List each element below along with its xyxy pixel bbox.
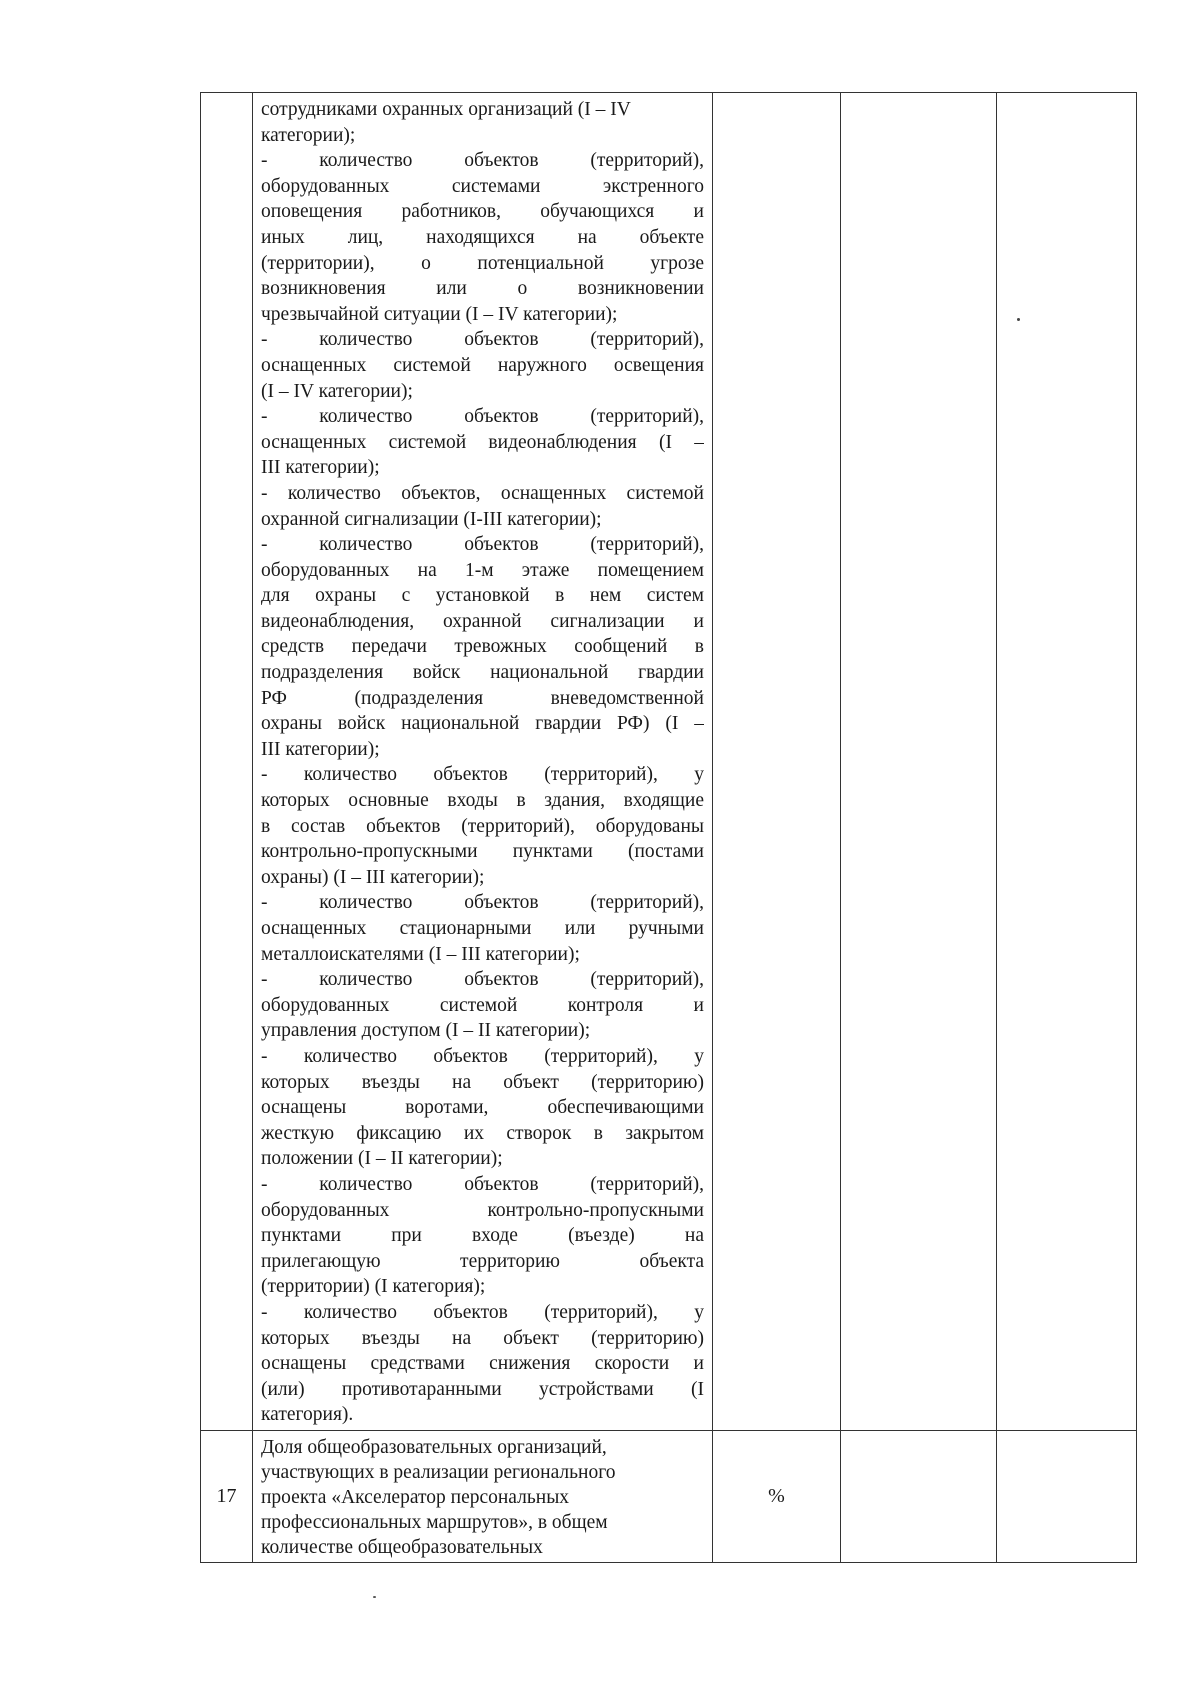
text-line: III категории); — [261, 738, 380, 760]
scan-speck — [1017, 318, 1020, 321]
text-line: пунктами при входе (въезде) на — [261, 1225, 704, 1247]
scan-speck — [373, 1596, 376, 1598]
text-line: металлоискателями (I – III категории); — [261, 943, 580, 965]
value-cell-1 — [841, 1430, 997, 1562]
text-line: Доля общеобразовательных организаций, — [261, 1436, 607, 1458]
text-line: для охраны с установкой в нем систем — [261, 585, 704, 607]
text-line: - количество объектов (территорий), — [261, 892, 704, 914]
text-line: охранной сигнализации (I-III категории); — [261, 508, 602, 530]
text-line: - количество объектов (территорий), — [261, 534, 704, 556]
text-line: чрезвычайной ситуации (I – IV категории); — [261, 303, 618, 325]
text-line: охраны войск национальной гвардии РФ) (I – — [261, 713, 704, 735]
table-row — [201, 93, 1137, 1431]
row-number-cell: 17 — [201, 1430, 253, 1562]
text-line: управления доступом (I – II категории); — [261, 1020, 591, 1042]
text-line: подразделения войск национальной гвардии — [261, 662, 704, 684]
text-line: категория). — [261, 1404, 354, 1426]
text-line: видеонаблюдения, охранной сигнализации и — [261, 610, 704, 632]
indicator-description-text — [253, 93, 712, 1430]
text-line: проекта «Акселератор персональных — [261, 1486, 570, 1508]
indicator-description-cell — [253, 1430, 713, 1562]
text-line: (территории), о потенциальной угрозе — [261, 252, 704, 274]
text-line: оснащены средствами снижения скорости и — [261, 1353, 704, 1375]
text-line: - количество объектов (территорий), — [261, 406, 704, 428]
text-line: оснащенных системой наружного освещения — [261, 354, 704, 376]
text-line: контрольно-пропускными пунктами (постами — [261, 841, 704, 863]
text-line: средств передачи тревожных сообщений в — [261, 636, 704, 658]
text-line: - количество объектов (территорий), — [261, 969, 704, 991]
text-line: категории); — [261, 124, 356, 146]
text-line: оснащенных стационарными или ручными — [261, 918, 704, 939]
text-line: положении (I – II категории); — [261, 1148, 503, 1170]
unit-cell: % — [713, 1430, 841, 1562]
text-line: оснащены воротами, обеспечивающими — [261, 1097, 704, 1119]
text-line: оборудованных на 1-м этаже помещением — [261, 559, 704, 581]
unit-cell — [713, 93, 841, 1431]
text-line: участвующих в реализации регионального — [261, 1461, 616, 1483]
text-line: - количество объектов (территорий), у — [261, 1045, 704, 1067]
text-line: количестве общеобразовательных — [261, 1536, 543, 1558]
text-line: которых въезды на объект (территорию) — [261, 1071, 704, 1093]
indicator-description-text — [253, 1431, 712, 1562]
text-line: жесткую фиксацию их створок в закрытом — [261, 1122, 704, 1144]
value-cell-2 — [997, 93, 1137, 1431]
text-line: оборудованных системами экстренного — [261, 175, 704, 197]
table-row — [201, 1430, 1137, 1562]
text-line: (I – IV категории); — [261, 380, 413, 402]
text-line: III категории); — [261, 457, 380, 479]
text-line: сотрудниками охранных организаций (I – IV — [261, 99, 631, 120]
text-line: возникновения или о возникновении — [261, 278, 704, 300]
text-line: охраны) (I – III категории); — [261, 866, 485, 888]
text-line: которых основные входы в здания, входящие — [261, 790, 704, 812]
text-line: в состав объектов (территорий), оборудованы — [261, 815, 704, 837]
text-line: оборудованных системой контроля и — [261, 994, 704, 1016]
text-line: (территории) (I категория); — [261, 1276, 486, 1298]
value-cell-1 — [841, 93, 997, 1431]
text-line: оповещения работников, обучающихся и — [261, 201, 704, 223]
text-line: - количество объектов (территорий), у — [261, 1301, 704, 1323]
text-line: оснащенных системой видеонаблюдения (I – — [261, 431, 704, 453]
value-cell-2 — [997, 1430, 1137, 1562]
row-number-cell — [201, 93, 253, 1431]
text-line: - количество объектов (территорий), у — [261, 764, 704, 786]
text-line: - количество объектов (территорий), — [261, 150, 704, 172]
text-line: которых въезды на объект (территорию) — [261, 1327, 704, 1349]
text-line: - количество объектов (территорий), — [261, 1173, 704, 1195]
text-line: прилегающую территорию объекта — [261, 1250, 704, 1272]
text-line: оборудованных контрольно-пропускными — [261, 1199, 704, 1221]
text-line: (или) противотаранными устройствами (I — [261, 1378, 704, 1400]
text-line: - количество объектов (территорий), — [261, 329, 704, 351]
indicator-table — [200, 92, 1137, 1563]
text-line: иных лиц, находящихся на объекте — [261, 226, 704, 248]
text-line: РФ (подразделения вневедомственной — [261, 687, 704, 709]
text-line: профессиональных маршрутов», в общем — [261, 1511, 608, 1533]
text-line: - количество объектов, оснащенных системой — [261, 482, 704, 504]
indicator-description-cell — [253, 93, 713, 1431]
